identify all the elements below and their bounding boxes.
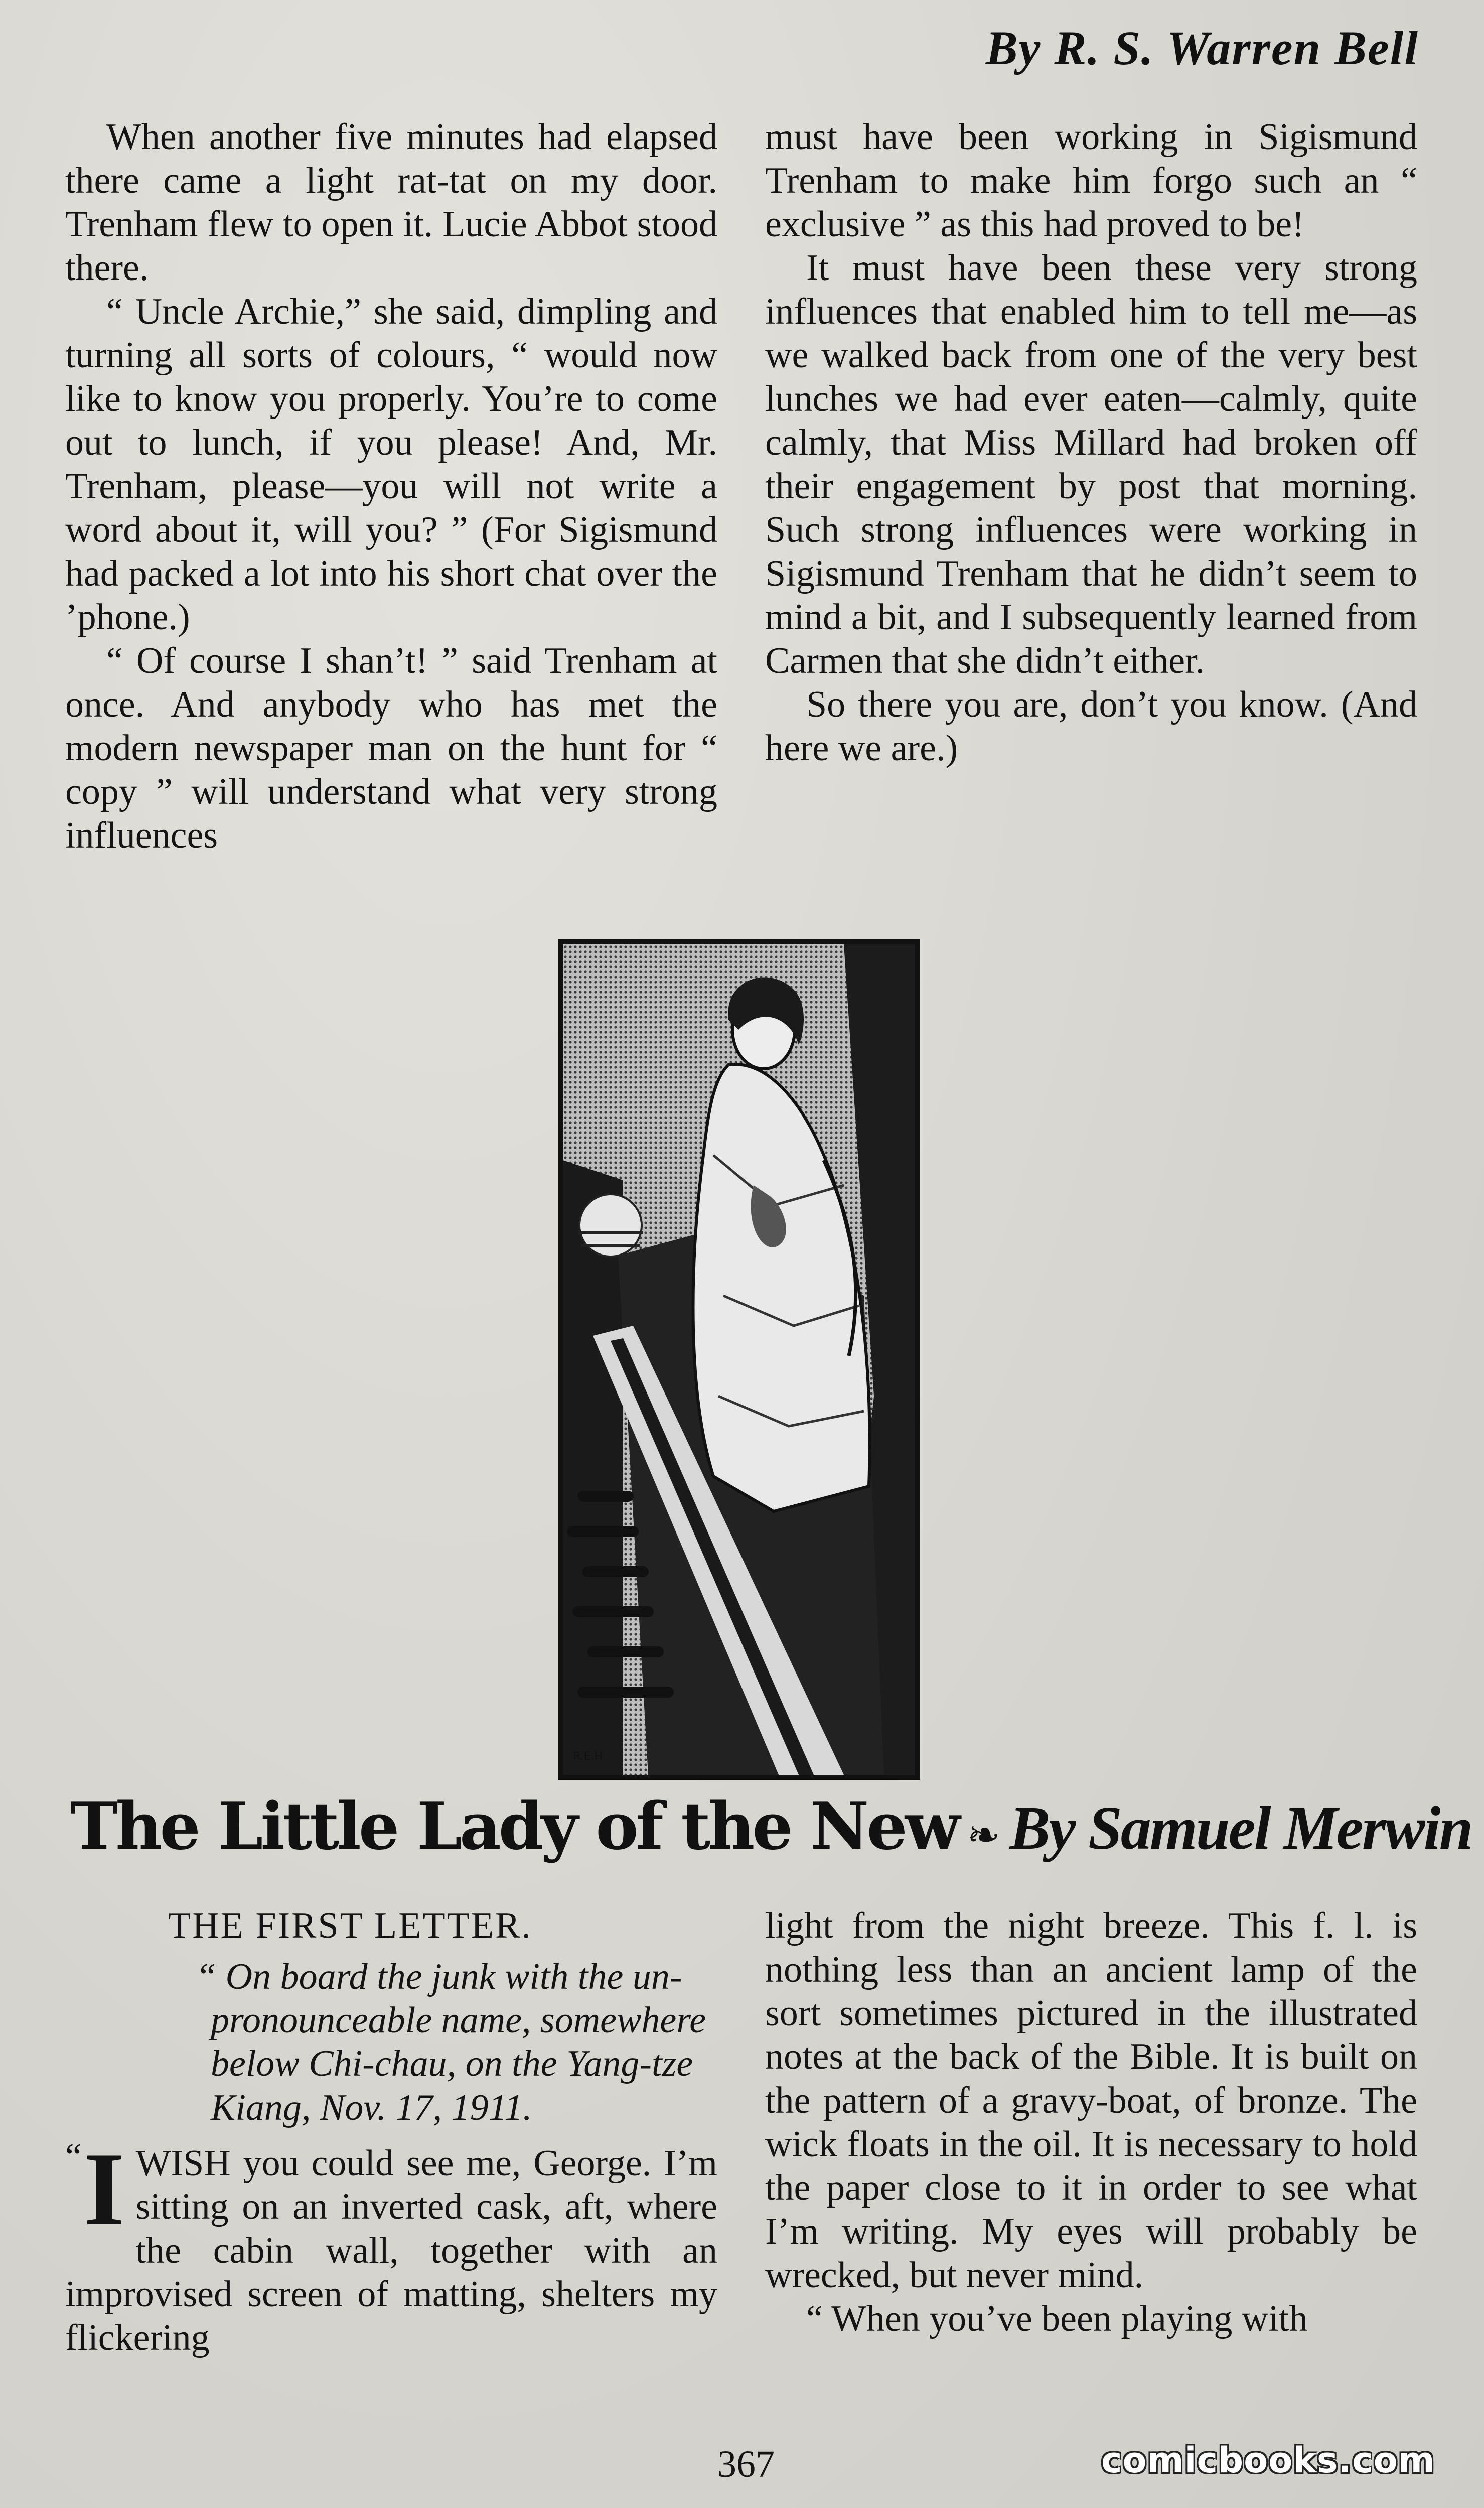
site-watermark: comicbooks.com [1101,2440,1435,2481]
letter-dateline: “ On board the junk with the unpronounceable name, somewhere below Chi-chau, on the Yang-tze Kiang, Nov. 17, 1911. [196,1956,706,2128]
paragraph: “ When you’ve been playing with [806,2298,1308,2339]
paragraph: “ Of course I shan’t! ” said Trenham at once. And anybody who has met the modern newspaper man on the hunt for “ copy ” will understand what very strong influences [65,640,717,856]
opening-quote: “ [65,2136,82,2177]
text-column-2 [765,115,1417,770]
letter-heading: THE FIRST LETTER. [168,1905,532,1946]
paragraph: When another five minutes had elapsed there came a light rat-tat on my door. Trenham flew to open it. Lucie Abbot stood there. [65,116,717,289]
illustration-drawing [563,944,915,1775]
paragraph [65,2131,717,2360]
paragraph: must have been working in Sigismund Trenham to make him forgo such an “ exclusive ” as this had proved to be! [765,116,1417,245]
paragraph: It must have been these very strong influences that enabled him to tell me—as we walked back from one of the very best lunches we had ever eaten—calmly, quite calmly, that Miss Millard had broken off their engagement by post that morning. Such strong influences were working in Sigismund Trenham that he didn’t seem to mind a bit, and I subsequently learned from Carmen that she didn’t either. [765,247,1417,681]
opening-text: WISH you could see me, George. I’m sitting on an inverted cask, aft, where the cabin wall, together with an improvised screen of matting, shelters my flickering [65,2143,717,2358]
story-title: The Little Lady of the New [70,1789,958,1864]
title-ornament: ❧ [967,1812,1001,1858]
text-column-1 [65,115,717,858]
paragraph: “ Uncle Archie,” she said, dimpling and turning all sorts of colours, “ would now like to know you properly. You’re to come out to lunch, if you please! And, Mr. Trenham, please—you will not write a word about it, will you? ” (For Sigismund had packed a lot into his short chat over the ’phone.) [65,291,717,638]
paragraph: light from the night breeze. This f. l. is nothing less than an ancient lamp of the sort sometimes pictured in the illustrated notes at the back of the Bible. It is built on the pattern of a gravy-boat, of bronze. The wick floats in the oil. It is necessary to hold the paper close to it in order to see what I’m writing. My eyes will probably be wrecked, but never mind. [765,1905,1417,2296]
page-number: 367 [717,2443,775,2485]
illustrator-signature: R.E.H [573,1750,603,1763]
illustration-woman-on-junk [558,939,920,1780]
text-column-3 [65,1904,717,2360]
paragraph: So there you are, don’t you know. (And here we are.) [765,684,1417,769]
story-title-banner [70,1789,1472,1869]
story-author: By Samuel Merwin [1009,1794,1472,1862]
drop-cap: I [83,2131,125,2248]
text-column-4 [765,1904,1417,2341]
author-byline: By R. S. Warren Bell [985,21,1419,75]
